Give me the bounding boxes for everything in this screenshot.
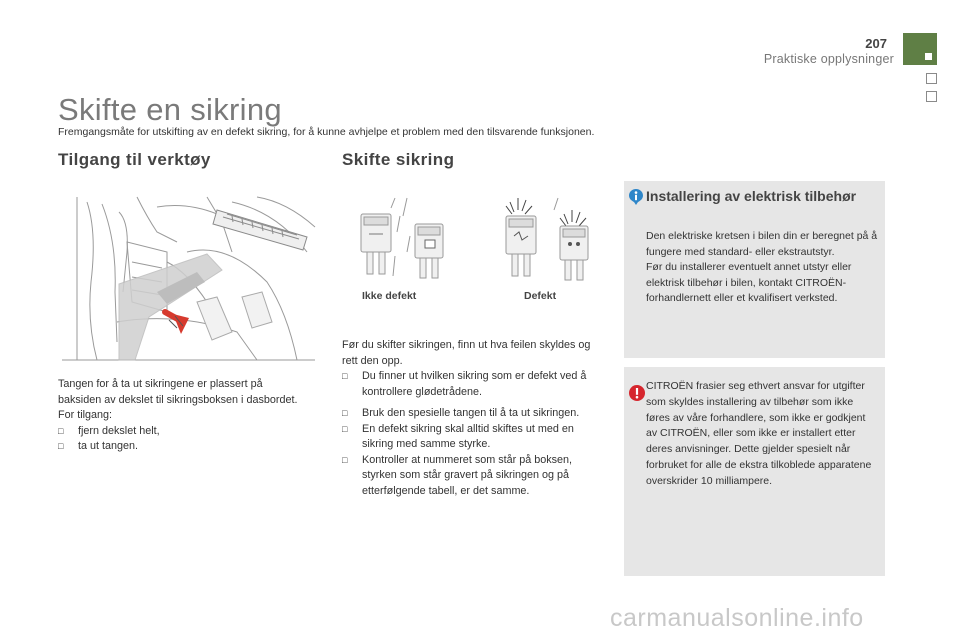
tool-access-text <box>58 377 298 455</box>
list-item <box>342 406 604 422</box>
tool-access-label: For tilgang: <box>58 409 113 421</box>
heading-tool-access: Tilgang til verktøy <box>58 150 211 169</box>
tool-access-paragraph: Tangen for å ta ut sikringene er plassert på baksiden av dekslet til sikringsboksen i dasbordet. <box>58 378 298 406</box>
list-item <box>58 424 298 440</box>
heading-replace-fuse: Skifte sikring <box>342 150 455 169</box>
info-box-title: Installering av elektrisk tilbehør <box>646 188 857 204</box>
info-box-paragraph-2: Før du installerer eventuelt annet utstyr eller elektrisk tilbehør i bilen, kontakt CITROËN-forhandlernett eller et kvalifisert verksted. <box>646 261 852 304</box>
list-item-text: Bruk den spesielle tangen til å ta ut sikringen. <box>362 407 580 419</box>
fuse-defective-illustration <box>500 196 610 286</box>
list-item <box>58 439 298 455</box>
chapter-tab-empty-2[interactable] <box>926 91 937 102</box>
bullet-square-icon: □ <box>342 371 348 381</box>
bullet-square-icon: □ <box>342 454 348 465</box>
page-number: 207 <box>865 36 887 51</box>
bullet-square-icon: □ <box>342 408 348 418</box>
dashboard-fuse-cover-illustration <box>57 192 317 367</box>
info-box-text <box>646 229 878 307</box>
list-item-text: fjern dekslet helt, <box>78 424 160 437</box>
chapter-tab-empty-1[interactable] <box>926 73 937 84</box>
list-item-text: Du finner ut hvilken sikring som er defekt ved å kontrollere glødetrådene. <box>362 370 587 398</box>
tab-marker-icon <box>925 53 932 60</box>
list-item-text: ta ut tangen. <box>78 440 139 452</box>
watermark: carmanualsonline.info <box>610 604 864 632</box>
bullet-square-icon: □ <box>58 441 64 451</box>
info-box-electrical-accessories <box>624 181 885 358</box>
warning-icon <box>629 385 645 401</box>
list-item <box>342 369 604 400</box>
list-item-text: En defekt sikring skal alltid skiftes ut med en sikring med samme styrke. <box>362 422 574 450</box>
list-item-text: Kontroller at nummeret som står på boksen, styrken som står gravert på sikringen og på etterfølgende tabell, er det samme. <box>362 453 573 497</box>
list-item <box>342 453 604 500</box>
bullet-square-icon: □ <box>342 423 348 434</box>
info-icon <box>629 189 643 205</box>
bullet-square-icon: □ <box>58 425 64 436</box>
warning-box-liability <box>624 367 885 576</box>
label-not-defective: Ikke defekt <box>362 290 417 302</box>
chapter-tab[interactable] <box>903 33 937 65</box>
intro-text: Fremgangsmåte for utskifting av en defekt sikring, for å kunne avhjelpe et problem med den tilsvarende funksjonen. <box>58 126 595 138</box>
label-defective: Defekt <box>524 290 557 302</box>
info-box-paragraph-1: Den elektriske kretsen i bilen din er beregnet på å fungere med standard- eller ekstrautstyr. <box>646 230 878 258</box>
section-title: Praktiske opplysninger <box>763 52 894 66</box>
replace-fuse-paragraph: Før du skifter sikringen, finn ut hva feilen skyldes og rett den opp. <box>342 339 591 367</box>
list-item <box>342 422 604 453</box>
page-title: Skifte en sikring <box>58 92 282 127</box>
replace-fuse-text <box>342 338 604 499</box>
fuse-not-defective-illustration <box>355 196 465 286</box>
warning-box-text: CITROËN frasier seg ethvert ansvar for utgifter som skyldes installering av tilbehør som ikke føres av våre forhandlere, som ikke er godkjent av CITROËN, eller som ikke er installert etter deres anvisninger. Dette gjelder spesielt når forbruket for alle de ekstra tilkoblede apparatene overskrider 10 milliampere. <box>646 380 872 487</box>
